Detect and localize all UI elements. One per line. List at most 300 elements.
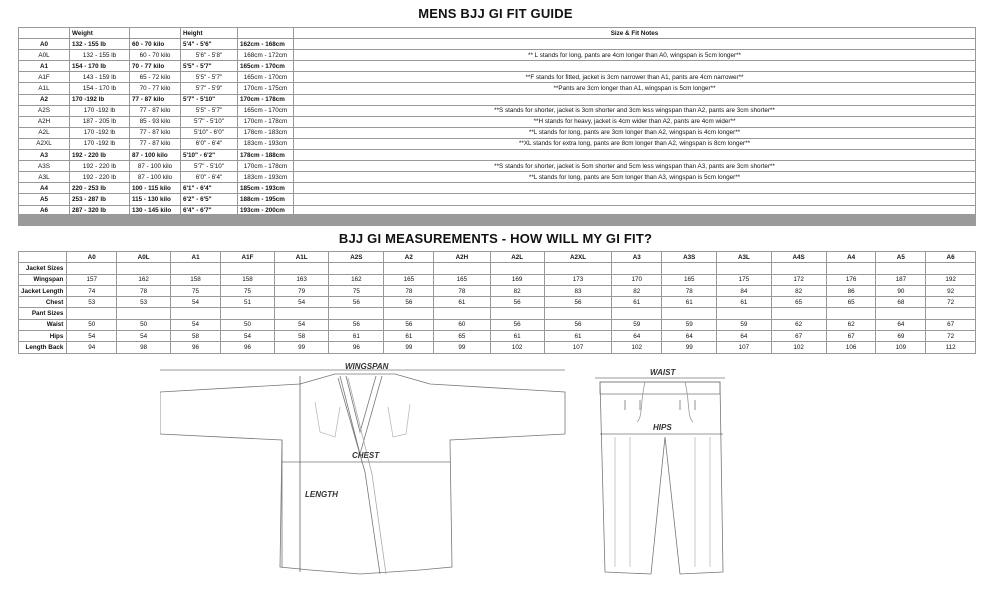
- measurements-value-cell: 169: [490, 274, 544, 285]
- measurements-value-cell: 163: [275, 274, 329, 285]
- measurements-section-label: Pant Sizes: [19, 308, 67, 319]
- hips-label: HIPS: [653, 423, 672, 432]
- measurements-value-cell: 58: [171, 331, 221, 342]
- measurements-empty-cell: [171, 308, 221, 319]
- measurements-row: [19, 274, 976, 285]
- fit-guide-cell-w-kg: 87 - 100 kilo: [130, 161, 181, 172]
- fit-guide-row: [19, 83, 976, 94]
- measurements-value-cell: 78: [434, 285, 490, 296]
- measurements-value-cell: 176: [826, 274, 876, 285]
- fit-guide-cell-h-cm: 165cm - 170cm: [238, 105, 294, 116]
- measurements-row-label: Jacket Length: [19, 285, 67, 296]
- measurements-empty-cell: [612, 308, 662, 319]
- pants-diagram: [585, 362, 745, 607]
- measurements-value-cell: 172: [771, 274, 826, 285]
- measurements-value-cell: 56: [329, 297, 384, 308]
- fit-guide-cell-note: **H stands for heavy, jacket is 4cm wider than A2, pants are 4cm wider**: [294, 116, 976, 127]
- measurements-value-cell: 54: [117, 331, 171, 342]
- measurements-empty-cell: [329, 263, 384, 274]
- measurements-value-cell: 56: [490, 297, 544, 308]
- fit-guide-cell-h-ft: 6'0" - 6'4": [181, 172, 238, 183]
- measurements-value-cell: 56: [384, 297, 434, 308]
- fit-guide-cell-size: A4: [19, 183, 70, 194]
- measurements-value-cell: 99: [275, 342, 329, 353]
- measurements-value-cell: 92: [926, 285, 976, 296]
- jacket-collar: [340, 376, 382, 454]
- jacket-outline: [160, 374, 565, 574]
- measurements-empty-cell: [220, 308, 274, 319]
- fit-guide-cell-w-lb: 143 - 159 lb: [70, 72, 130, 83]
- measurements-empty-cell: [67, 308, 117, 319]
- jacket-lapel: [338, 378, 380, 574]
- measurements-value-cell: 67: [826, 331, 876, 342]
- measurements-value-cell: 64: [717, 331, 771, 342]
- pants-outline: [600, 382, 723, 574]
- measurements-value-cell: 54: [220, 331, 274, 342]
- measurements-value-cell: 96: [329, 342, 384, 353]
- fit-guide-table: [18, 27, 976, 217]
- fit-guide-row: [19, 50, 976, 61]
- measurements-empty-cell: [220, 263, 274, 274]
- measurements-empty-cell: [926, 308, 976, 319]
- fit-guide-cell-h-ft: 5'10" - 6'0": [181, 127, 238, 138]
- fit-guide-cell-w-kg: 77 - 87 kilo: [130, 94, 181, 105]
- length-label: LENGTH: [305, 490, 338, 499]
- fit-guide-cell-w-kg: 77 - 87 kilo: [130, 105, 181, 116]
- fit-guide-cell-size: A1F: [19, 72, 70, 83]
- measurements-value-cell: 165: [662, 274, 717, 285]
- fit-guide-cell-h-cm: 183cm - 193cm: [238, 172, 294, 183]
- measurements-value-cell: 60: [434, 319, 490, 330]
- measurements-row: [19, 319, 976, 330]
- measurements-value-cell: 59: [662, 319, 717, 330]
- measurements-value-cell: 158: [220, 274, 274, 285]
- measurements-value-cell: 107: [717, 342, 771, 353]
- measurements-value-cell: 61: [612, 297, 662, 308]
- fit-guide-cell-h-cm: 165cm - 170cm: [238, 61, 294, 72]
- measurements-value-cell: 61: [544, 331, 612, 342]
- measurements-value-cell: 54: [67, 331, 117, 342]
- measurements-value-cell: 56: [490, 319, 544, 330]
- measurements-value-cell: 79: [275, 285, 329, 296]
- fit-guide-cell-size: A2: [19, 94, 70, 105]
- measurements-row: [19, 342, 976, 353]
- fit-guide-cell-h-cm: 193cm - 200cm: [238, 205, 294, 216]
- measurements-value-cell: 59: [717, 319, 771, 330]
- measurements-empty-cell: [490, 263, 544, 274]
- measurements-table: [18, 251, 976, 354]
- fit-guide-cell-w-kg: 85 - 93 kilo: [130, 116, 181, 127]
- fit-guide-cell-note: [294, 183, 976, 194]
- measurements-empty-cell: [117, 263, 171, 274]
- fit-guide-cell-h-ft: 5'5" - 5'7": [181, 72, 238, 83]
- measurements-value-cell: 54: [171, 297, 221, 308]
- fit-guide-row: [19, 150, 976, 161]
- measurements-value-cell: 65: [771, 297, 826, 308]
- fit-guide-header-cell: [130, 28, 181, 39]
- measurements-row-label: Length Back: [19, 342, 67, 353]
- measurements-value-cell: 192: [926, 274, 976, 285]
- fit-guide-row: [19, 116, 976, 127]
- measurements-value-cell: 65: [826, 297, 876, 308]
- measurements-empty-cell: [876, 263, 926, 274]
- fit-guide-row: [19, 127, 976, 138]
- measurements-value-cell: 58: [275, 331, 329, 342]
- measurements-value-cell: 67: [771, 331, 826, 342]
- measurements-size-header: A3S: [662, 252, 717, 263]
- measurements-value-cell: 82: [490, 285, 544, 296]
- fit-guide-cell-size: A2XL: [19, 138, 70, 149]
- fit-guide-row: [19, 161, 976, 172]
- fit-guide-cell-w-kg: 60 - 70 kilo: [130, 39, 181, 50]
- measurements-value-cell: 78: [662, 285, 717, 296]
- fit-guide-cell-size: A6: [19, 205, 70, 216]
- fit-guide-cell-h-ft: 6'1" - 6'4": [181, 183, 238, 194]
- fit-guide-cell-h-ft: 6'2" - 6'5": [181, 194, 238, 205]
- fit-guide-cell-h-cm: 183cm - 193cm: [238, 138, 294, 149]
- measurements-empty-cell: [544, 308, 612, 319]
- measurements-value-cell: 50: [67, 319, 117, 330]
- fit-guide-cell-w-kg: 65 - 72 kilo: [130, 72, 181, 83]
- measurements-value-cell: 162: [329, 274, 384, 285]
- fit-guide-cell-note: [294, 94, 976, 105]
- fit-guide-cell-h-cm: 188cm - 195cm: [238, 194, 294, 205]
- measurements-value-cell: 75: [220, 285, 274, 296]
- fit-guide-header-cell: Size & Fit Notes: [294, 28, 976, 39]
- measurements-value-cell: 187: [876, 274, 926, 285]
- fit-guide-header-cell: [19, 28, 70, 39]
- measurements-size-header: A3: [612, 252, 662, 263]
- measurements-section-row: [19, 308, 976, 319]
- measurements-empty-cell: [384, 263, 434, 274]
- fit-guide-row: [19, 183, 976, 194]
- measurements-empty-cell: [612, 263, 662, 274]
- measurements-title: BJJ GI MEASUREMENTS - HOW WILL MY GI FIT?: [338, 231, 653, 246]
- fit-guide-cell-size: A0: [19, 39, 70, 50]
- fit-guide-row: [19, 39, 976, 50]
- fit-guide-cell-h-ft: 5'5" - 5'7": [181, 105, 238, 116]
- measurements-value-cell: 61: [662, 297, 717, 308]
- measurements-empty-cell: [771, 308, 826, 319]
- fit-guide-cell-h-ft: 6'0" - 6'4": [181, 138, 238, 149]
- fit-guide-cell-h-ft: 5'4" - 5'6": [181, 39, 238, 50]
- measurements-value-cell: 82: [612, 285, 662, 296]
- fit-guide-cell-w-lb: 192 - 220 lb: [70, 161, 130, 172]
- fit-guide-cell-h-cm: 162cm - 168cm: [238, 39, 294, 50]
- fit-guide-row: [19, 138, 976, 149]
- measurements-value-cell: 64: [876, 319, 926, 330]
- fit-guide-cell-size: A5: [19, 194, 70, 205]
- measurements-size-header: A1L: [275, 252, 329, 263]
- measurements-empty-cell: [275, 263, 329, 274]
- measurements-value-cell: 72: [926, 297, 976, 308]
- measurements-value-cell: 99: [662, 342, 717, 353]
- measurements-value-cell: 53: [67, 297, 117, 308]
- measurements-row-label: Wingspan: [19, 274, 67, 285]
- fit-guide-cell-size: A2L: [19, 127, 70, 138]
- fit-guide-cell-w-kg: 87 - 100 kilo: [130, 150, 181, 161]
- measurements-size-header: A6: [926, 252, 976, 263]
- measurements-value-cell: 102: [771, 342, 826, 353]
- measurements-size-header: A2: [384, 252, 434, 263]
- measurements-value-cell: 67: [926, 319, 976, 330]
- fit-guide-row: [19, 172, 976, 183]
- fit-guide-cell-h-ft: 5'7" - 5'9": [181, 83, 238, 94]
- measurements-value-cell: 75: [171, 285, 221, 296]
- measurements-value-cell: 74: [67, 285, 117, 296]
- measurements-empty-cell: [434, 308, 490, 319]
- measurements-value-cell: 157: [67, 274, 117, 285]
- measurements-section-label: Jacket Sizes: [19, 263, 67, 274]
- measurements-size-header: A5: [876, 252, 926, 263]
- measurements-value-cell: 64: [662, 331, 717, 342]
- measurements-value-cell: 84: [717, 285, 771, 296]
- measurements-value-cell: 112: [926, 342, 976, 353]
- fit-guide-cell-h-cm: 178cm - 183cm: [238, 127, 294, 138]
- measurements-size-header: A2L: [490, 252, 544, 263]
- measurements-value-cell: 56: [544, 297, 612, 308]
- measurements-empty-cell: [384, 308, 434, 319]
- fit-guide-cell-h-cm: 185cm - 193cm: [238, 183, 294, 194]
- measurements-value-cell: 99: [384, 342, 434, 353]
- fit-guide-title: MENS BJJ GI FIT GUIDE: [418, 6, 573, 21]
- fit-guide-cell-w-kg: 115 - 130 kilo: [130, 194, 181, 205]
- measurements-value-cell: 82: [771, 285, 826, 296]
- measurements-empty-cell: [826, 308, 876, 319]
- measurements-value-cell: 65: [434, 331, 490, 342]
- fit-guide-cell-size: A2H: [19, 116, 70, 127]
- waist-label: WAIST: [650, 368, 676, 377]
- pants-waistband: [600, 382, 720, 394]
- measurements-size-header: A2S: [329, 252, 384, 263]
- fit-guide-cell-size: A1: [19, 61, 70, 72]
- measurements-value-cell: 109: [876, 342, 926, 353]
- fit-guide-cell-w-kg: 77 - 87 kilo: [130, 127, 181, 138]
- measurements-value-cell: 96: [220, 342, 274, 353]
- fit-guide-cell-w-lb: 220 - 253 lb: [70, 183, 130, 194]
- measurements-empty-cell: [329, 308, 384, 319]
- measurements-empty-cell: [434, 263, 490, 274]
- wingspan-label: WINGSPAN: [345, 362, 389, 371]
- measurements-value-cell: 61: [329, 331, 384, 342]
- fit-guide-cell-note: [294, 61, 976, 72]
- fit-guide-row: [19, 105, 976, 116]
- measurements-value-cell: 102: [490, 342, 544, 353]
- measurements-empty-cell: [926, 263, 976, 274]
- measurements-value-cell: 99: [434, 342, 490, 353]
- fit-guide-cell-note: **S stands for shorter, jacket is 3cm shorter and 3cm less wingspan than A2, pants are 3cm shorter**: [294, 105, 976, 116]
- fit-guide-cell-note: [294, 194, 976, 205]
- fit-guide-header-row: [19, 28, 976, 39]
- measurements-value-cell: 102: [612, 342, 662, 353]
- fit-guide-cell-w-lb: 154 - 170 lb: [70, 61, 130, 72]
- fit-guide-cell-note: **S stands for shorter, jacket is 5cm shorter and 5cm less wingspan than A3, pants are 3cm shorter**: [294, 161, 976, 172]
- fit-guide-cell-w-lb: 253 - 287 lb: [70, 194, 130, 205]
- fit-guide-cell-h-cm: 170cm - 178cm: [238, 94, 294, 105]
- measurements-size-header: A3L: [717, 252, 771, 263]
- measurements-empty-cell: [717, 263, 771, 274]
- fit-guide-cell-w-lb: 187 - 205 lb: [70, 116, 130, 127]
- fit-guide-cell-h-ft: 5'7" - 5'10": [181, 161, 238, 172]
- fit-guide-cell-h-ft: 6'4" - 6'7": [181, 205, 238, 216]
- fit-guide-cell-w-kg: 87 - 100 kilo: [130, 172, 181, 183]
- fit-guide-cell-note: **Pants are 3cm longer than A1, wingspan is 5cm longer**: [294, 83, 976, 94]
- fit-guide-cell-note: **L stands for long, pants are 3cm longer than A2, wingspan is 4cm longer**: [294, 127, 976, 138]
- measurements-value-cell: 173: [544, 274, 612, 285]
- measurements-row-label: Waist: [19, 319, 67, 330]
- measurements-empty-cell: [67, 263, 117, 274]
- measurements-value-cell: 62: [826, 319, 876, 330]
- measurements-empty-cell: [662, 263, 717, 274]
- measurements-value-cell: 165: [384, 274, 434, 285]
- fit-guide-cell-note: **F stands for fitted, jacket is 3cm narrower than A1, pants are 4cm narrower**: [294, 72, 976, 83]
- measurements-value-cell: 56: [544, 319, 612, 330]
- fit-guide-cell-w-kg: 77 - 87 kilo: [130, 138, 181, 149]
- fit-guide-cell-w-lb: 132 - 155 lb: [70, 39, 130, 50]
- measurements-section-row: [19, 263, 976, 274]
- chest-label: CHEST: [352, 451, 380, 460]
- measurements-row: [19, 331, 976, 342]
- fit-guide-cell-h-cm: 170cm - 178cm: [238, 116, 294, 127]
- fit-guide-row: [19, 194, 976, 205]
- measurements-value-cell: 64: [612, 331, 662, 342]
- fit-guide-row: [19, 94, 976, 105]
- measurements-empty-cell: [876, 308, 926, 319]
- fit-guide-cell-size: A0L: [19, 50, 70, 61]
- measurements-value-cell: 78: [384, 285, 434, 296]
- measurements-size-header: A4S: [771, 252, 826, 263]
- fit-guide-cell-w-lb: 132 - 155 lb: [70, 50, 130, 61]
- fit-guide-cell-size: A2S: [19, 105, 70, 116]
- measurements-value-cell: 59: [612, 319, 662, 330]
- measurements-value-cell: 158: [171, 274, 221, 285]
- fit-guide-cell-w-kg: 70 - 77 kilo: [130, 83, 181, 94]
- fit-guide-cell-w-kg: 60 - 70 kilo: [130, 50, 181, 61]
- measurements-row: [19, 285, 976, 296]
- section-divider: [18, 214, 976, 226]
- fit-guide-cell-w-lb: 154 - 170 lb: [70, 83, 130, 94]
- fit-guide-row: [19, 72, 976, 83]
- measurements-value-cell: 106: [826, 342, 876, 353]
- measurements-empty-cell: [544, 263, 612, 274]
- measurements-size-header: A1: [171, 252, 221, 263]
- measurements-size-header: A0: [67, 252, 117, 263]
- measurements-empty-cell: [662, 308, 717, 319]
- fit-guide-cell-h-ft: 5'6" - 5'8": [181, 50, 238, 61]
- fit-guide-cell-h-cm: 170cm - 175cm: [238, 83, 294, 94]
- measurements-value-cell: 98: [117, 342, 171, 353]
- measurements-value-cell: 72: [926, 331, 976, 342]
- fit-guide-cell-h-ft: 5'7" - 5'10": [181, 116, 238, 127]
- measurements-value-cell: 86: [826, 285, 876, 296]
- fit-guide-header-cell: [238, 28, 294, 39]
- measurements-empty-cell: [117, 308, 171, 319]
- measurements-value-cell: 162: [117, 274, 171, 285]
- fit-guide-cell-h-ft: 5'7" - 5'10": [181, 94, 238, 105]
- measurements-value-cell: 61: [434, 297, 490, 308]
- measurements-row-label: Chest: [19, 297, 67, 308]
- fit-guide-row: [19, 61, 976, 72]
- fit-guide-cell-h-cm: 168cm - 172cm: [238, 50, 294, 61]
- fit-guide-cell-w-lb: 170 -192 lb: [70, 94, 130, 105]
- measurements-header-row: [19, 252, 976, 263]
- fit-guide-cell-note: ** L stands for long, pants are 4cm longer than A0, wingspan is 5cm longer**: [294, 50, 976, 61]
- jacket-diagram: [160, 362, 570, 607]
- measurements-size-header: A2H: [434, 252, 490, 263]
- fit-guide-cell-note: **L stands for long, pants are 5cm longer than A3, wingspan is 5cm longer**: [294, 172, 976, 183]
- fit-guide-cell-w-lb: 287 - 320 lb: [70, 205, 130, 216]
- fit-guide-cell-h-ft: 5'10" - 6'2": [181, 150, 238, 161]
- measurements-size-header: A1F: [220, 252, 274, 263]
- fit-guide-cell-note: [294, 39, 976, 50]
- fit-guide-cell-w-lb: 170 -192 lb: [70, 138, 130, 149]
- measurements-value-cell: 90: [876, 285, 926, 296]
- measurements-value-cell: 54: [275, 297, 329, 308]
- fit-guide-cell-note: **XL stands for extra long, pants are 8cm longer than A2, wingspan is 8cm longer**: [294, 138, 976, 149]
- fit-guide-cell-size: A3S: [19, 161, 70, 172]
- measurements-empty-cell: [717, 308, 771, 319]
- fit-guide-cell-h-cm: 170cm - 178cm: [238, 161, 294, 172]
- measurements-value-cell: 61: [490, 331, 544, 342]
- measurements-row-label: Hips: [19, 331, 67, 342]
- fit-guide-cell-w-lb: 170 -192 lb: [70, 105, 130, 116]
- measurements-value-cell: 54: [275, 319, 329, 330]
- fit-guide-cell-h-ft: 5'5" - 5'7": [181, 61, 238, 72]
- measurements-value-cell: 53: [117, 297, 171, 308]
- fit-guide-cell-size: A3: [19, 150, 70, 161]
- measurements-empty-cell: [171, 263, 221, 274]
- fit-guide-cell-note: [294, 150, 976, 161]
- fit-guide-cell-w-kg: 130 - 145 kilo: [130, 205, 181, 216]
- fit-guide-cell-size: A1L: [19, 83, 70, 94]
- fit-guide-cell-h-cm: 178cm - 188cm: [238, 150, 294, 161]
- measurements-value-cell: 50: [220, 319, 274, 330]
- fit-guide-cell-h-cm: 165cm - 170cm: [238, 72, 294, 83]
- fit-guide-cell-w-lb: 192 - 220 lb: [70, 150, 130, 161]
- fit-guide-cell-w-lb: 170 -192 lb: [70, 127, 130, 138]
- fit-guide-cell-size: A3L: [19, 172, 70, 183]
- fit-guide-header-cell: Weight: [70, 28, 130, 39]
- measurements-value-cell: 61: [717, 297, 771, 308]
- measurements-value-cell: 56: [384, 319, 434, 330]
- measurements-value-cell: 68: [876, 297, 926, 308]
- fit-guide-cell-w-kg: 100 - 115 kilo: [130, 183, 181, 194]
- measurements-value-cell: 165: [434, 274, 490, 285]
- measurements-value-cell: 83: [544, 285, 612, 296]
- measurements-value-cell: 54: [171, 319, 221, 330]
- measurements-value-cell: 78: [117, 285, 171, 296]
- measurements-size-header: A0L: [117, 252, 171, 263]
- measurements-value-cell: 175: [717, 274, 771, 285]
- measurements-value-cell: 94: [67, 342, 117, 353]
- measurements-empty-cell: [275, 308, 329, 319]
- measurements-value-cell: 62: [771, 319, 826, 330]
- fit-guide-cell-w-lb: 192 - 220 lb: [70, 172, 130, 183]
- measurements-value-cell: 51: [220, 297, 274, 308]
- measurements-value-cell: 96: [171, 342, 221, 353]
- fit-guide-cell-w-kg: 70 - 77 kilo: [130, 61, 181, 72]
- fit-guide-header-cell: Height: [181, 28, 238, 39]
- measurements-size-header: A2XL: [544, 252, 612, 263]
- measurements-value-cell: 50: [117, 319, 171, 330]
- measurements-value-cell: 107: [544, 342, 612, 353]
- measurements-corner-cell: [19, 252, 67, 263]
- measurements-empty-cell: [826, 263, 876, 274]
- measurements-size-header: A4: [826, 252, 876, 263]
- measurements-value-cell: 170: [612, 274, 662, 285]
- measurements-value-cell: 56: [329, 319, 384, 330]
- measurements-empty-cell: [490, 308, 544, 319]
